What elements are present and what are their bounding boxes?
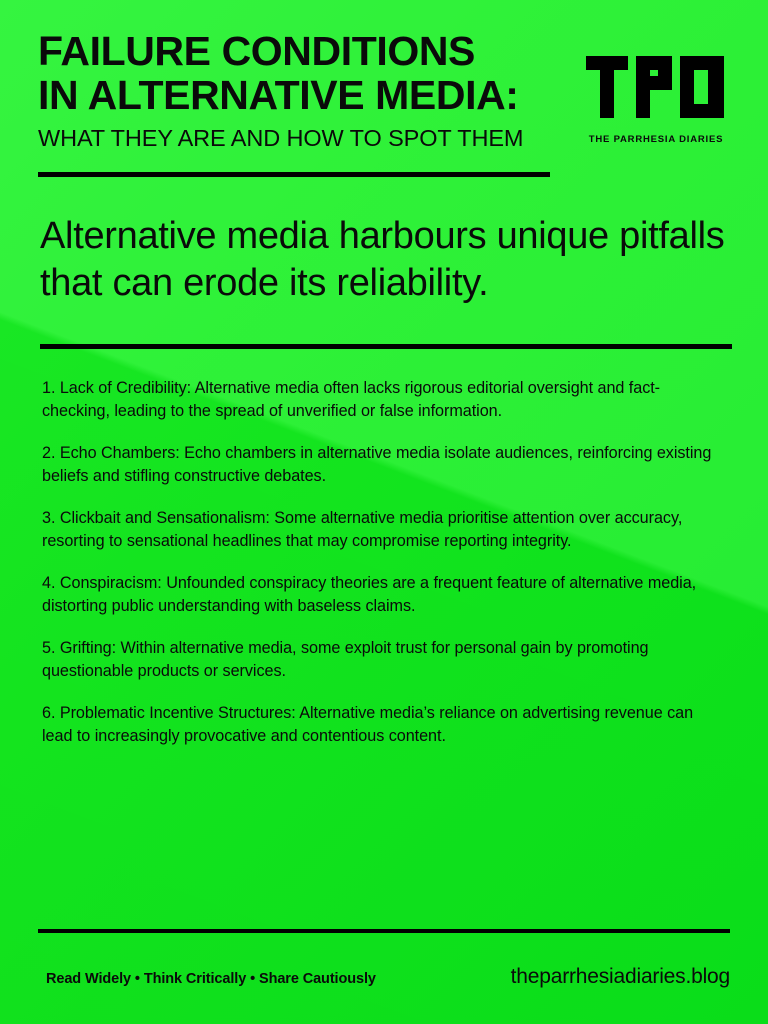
footer-tagline: Read Widely • Think Critically • Share Cautiously: [46, 971, 376, 987]
list-item: 5. Grifting: Within alternative media, some exploit trust for personal gain by promoting questionable products or services.: [42, 639, 649, 681]
list-item: 6. Problematic Incentive Structures: Alternative media’s reliance on advertising revenue can lead to increasingly provocative and contentious content.: [42, 704, 694, 746]
points-list: [42, 377, 726, 748]
divider-middle: [40, 344, 732, 349]
page-title-line-2: IN ALTERNATIVE MEDIA:: [38, 72, 519, 119]
page-subtitle: WHAT THEY ARE AND HOW TO SPOT THEM: [38, 125, 524, 152]
poster-header: [38, 28, 730, 152]
brand-caption: THE PARRHESIA DIARIES: [588, 134, 724, 145]
poster-footer: [46, 965, 730, 989]
footer-website[interactable]: theparrhesiadiaries.blog: [510, 965, 730, 988]
tpd-monogram-icon: [584, 54, 728, 128]
list-item: 2. Echo Chambers: Echo chambers in alternative media isolate audiences, reinforcing existing beliefs and stifling constructive debates.: [42, 444, 712, 486]
divider-top: [38, 172, 550, 177]
list-item: 1. Lack of Credibility: Alternative media often lacks rigorous editorial oversight and fact-checking, leading to the spread of unverified or false information.: [42, 379, 661, 421]
divider-bottom: [38, 929, 730, 933]
page-title-line-1: FAILURE CONDITIONS: [38, 28, 475, 74]
title-block: [38, 28, 523, 152]
lede-statement: Alternative media harbours unique pitfalls that can erode its reliability.: [40, 215, 725, 304]
brand-logo: [582, 28, 730, 145]
list-item: 4. Conspiracism: Unfounded conspiracy theories are a frequent feature of alternative media, distorting public understanding with baseless claims.: [42, 574, 697, 616]
list-item: 3. Clickbait and Sensationalism: Some alternative media prioritise attention over accuracy, resorting to sensational headlines that may compromise reporting integrity.: [42, 509, 683, 551]
